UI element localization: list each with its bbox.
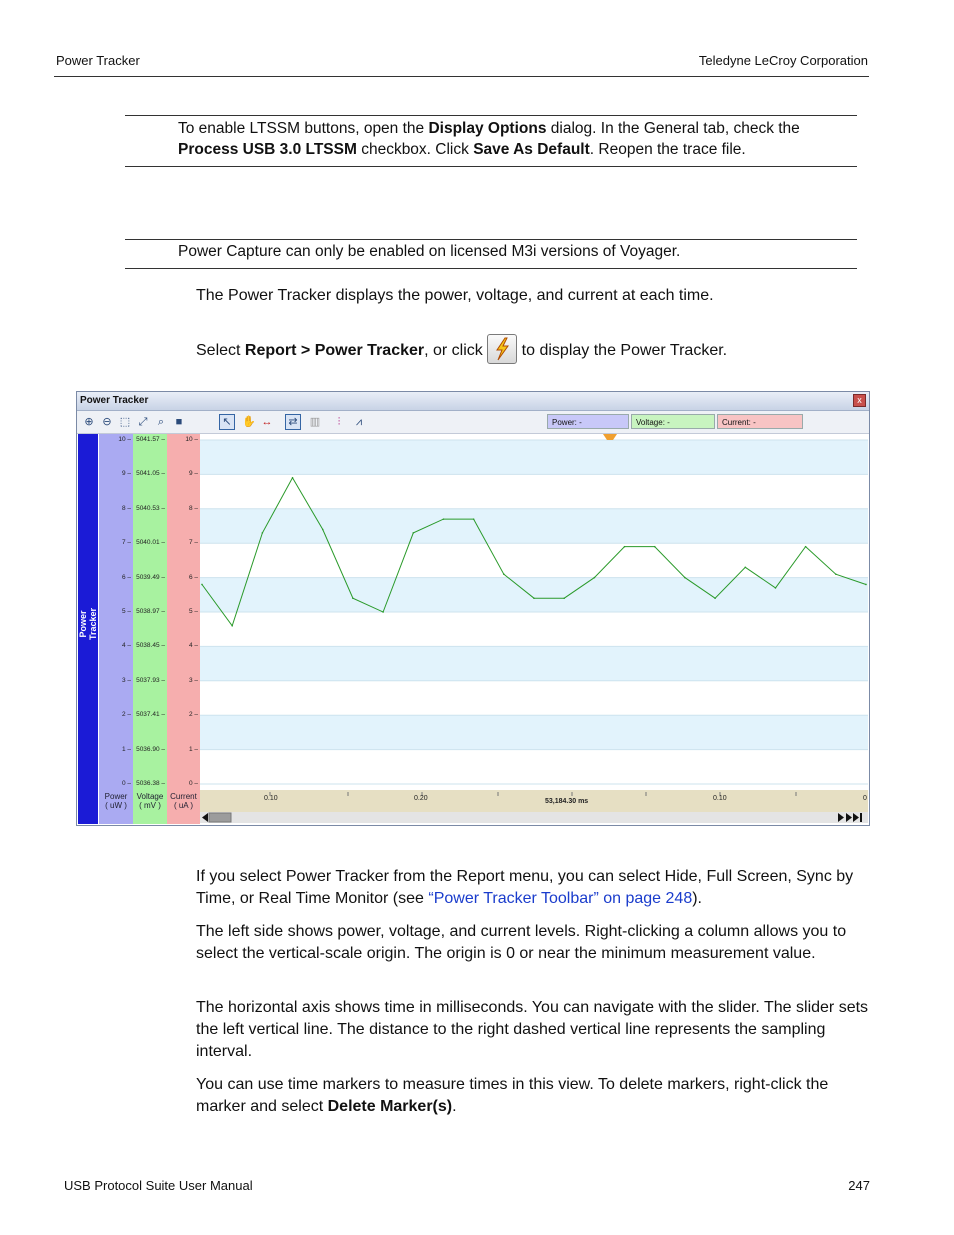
- scroll-thumb: [209, 813, 231, 822]
- intro-text: The Power Tracker displays the power, voltage, and current at each time.: [196, 287, 714, 304]
- voltage-tick: 5039.49 –: [136, 573, 165, 581]
- voltage-readout: Voltage: -: [631, 414, 715, 429]
- power-tick: 4 –: [121, 642, 131, 650]
- toolbar: [77, 411, 869, 434]
- paragraph-time-markers: You can use time markers to measure times in this view. To delete markers, right-click the marker and select Delete Marker(s).: [196, 1076, 829, 1115]
- data-point: [775, 587, 777, 589]
- current-header-label: Current: [170, 792, 197, 801]
- window-titlebar: [77, 392, 869, 411]
- current-readout: Current: -: [717, 414, 803, 429]
- data-point: [594, 577, 596, 579]
- data-point: [352, 597, 354, 599]
- power-tick: 3 –: [121, 676, 131, 684]
- bars-icon[interactable]: ▥: [309, 416, 321, 428]
- voltage-tick: 5040.53 –: [136, 504, 165, 512]
- note1-top-rule: [125, 115, 857, 116]
- current-tick: 2 –: [188, 711, 198, 719]
- data-point: [231, 625, 233, 627]
- power-readout: Power: -: [547, 414, 629, 429]
- data-point: [201, 584, 203, 586]
- header-left: Power Tracker: [56, 53, 140, 68]
- current-header-unit: ( uA ): [173, 801, 194, 810]
- header-right: Teledyne LeCroy Corporation: [698, 53, 868, 68]
- note2-bottom-rule: [125, 268, 857, 269]
- voltage-tick: 5040.01 –: [136, 539, 165, 547]
- footer-left: USB Protocol Suite User Manual: [64, 1178, 253, 1193]
- power-tick: 7 –: [121, 539, 131, 547]
- power-header-label: Power: [104, 792, 128, 801]
- data-point: [503, 573, 505, 575]
- voltage-tick: 5037.41 –: [136, 711, 165, 719]
- voltage-tick: 5041.05 –: [136, 470, 165, 478]
- pointer-icon[interactable]: ↖: [219, 414, 235, 430]
- note-power-capture: Power Capture can only be enabled on licensed M3i versions of Voyager.: [178, 243, 681, 260]
- close-icon[interactable]: x: [853, 394, 866, 407]
- power-tick: 0 –: [121, 780, 131, 787]
- marker-icon[interactable]: ⫶: [337, 416, 341, 428]
- grid-band: [200, 440, 868, 474]
- power-tick: 9 –: [121, 470, 131, 478]
- note-ltssm: To enable LTSSM buttons, open the Display Options dialog. In the General tab, check the Process USB 3.0 LTSSM checkbox. Click Save As Default. Reopen the trace file.: [178, 120, 800, 158]
- voltage-column-header: [133, 792, 167, 810]
- grid-band: [200, 509, 868, 543]
- current-tick: 4 –: [188, 642, 198, 650]
- data-point: [684, 577, 686, 579]
- current-tick: 8 –: [188, 504, 198, 512]
- voltage-header-label: Voltage: [136, 792, 164, 801]
- zoom-fit-icon[interactable]: ⤢: [138, 416, 148, 428]
- time-axis[interactable]: [200, 790, 868, 812]
- time-marker-icon: [603, 434, 617, 440]
- hand-icon[interactable]: ✋: [242, 416, 256, 428]
- data-point: [865, 584, 867, 586]
- zoom-in-icon[interactable]: ⊕: [84, 416, 94, 428]
- window-title: Power Tracker: [80, 395, 149, 406]
- current-tick: 3 –: [188, 676, 198, 684]
- power-tracker-window: [76, 391, 870, 826]
- power-column[interactable]: [99, 434, 133, 824]
- sync-icon[interactable]: ⇄: [285, 414, 301, 430]
- current-tick: 0 –: [188, 780, 198, 787]
- paragraph-horizontal-axis: The horizontal axis shows time in milliseconds. You can navigate with the slider. The slider sets the left vertical line. The distance to the right dashed vertical line represents the sampling interval.: [196, 999, 869, 1060]
- current-tick: 10 –: [185, 436, 198, 443]
- time-scrollbar[interactable]: [200, 812, 868, 823]
- scroll-right-icon: [838, 813, 844, 822]
- time-tick-4: 0: [863, 795, 867, 802]
- power-tick: 5 –: [121, 608, 131, 615]
- data-point: [835, 573, 837, 575]
- paragraph-report-menu: If you select Power Tracker from the Report menu, you can select Hide, Full Screen, Sync by Time, or Real Time Monitor (see “Power Tracker Toolbar” on page 248).: [196, 868, 854, 907]
- data-point: [412, 532, 414, 534]
- note2-top-rule: [125, 239, 857, 240]
- select-instruction: Select Report > Power Tracker, or click to display the Power Tracker.: [196, 334, 872, 364]
- power-tick: 6 –: [121, 573, 131, 581]
- current-tick: 7 –: [188, 539, 198, 547]
- data-point: [533, 597, 535, 599]
- data-point: [714, 597, 716, 599]
- data-point: [382, 611, 384, 613]
- time-tick-2: 0.20: [414, 795, 428, 802]
- chart-icon[interactable]: ⩘: [355, 416, 363, 428]
- data-point: [262, 532, 264, 534]
- time-tick-1: 0.10: [264, 795, 278, 802]
- toolbar-page-link[interactable]: “Power Tracker Toolbar” on page 248: [428, 890, 693, 907]
- data-point: [443, 518, 445, 520]
- current-column[interactable]: [167, 434, 200, 824]
- current-column-header: [167, 792, 200, 810]
- current-tick: 9 –: [188, 470, 198, 478]
- voltage-tick: 5038.97 –: [136, 608, 165, 615]
- voltage-header-unit: ( mV ): [139, 801, 161, 810]
- time-tick-3: 0.10: [713, 795, 727, 802]
- current-tick: 6 –: [188, 573, 198, 581]
- voltage-tick: 5041.57 –: [136, 436, 165, 443]
- paragraph-left-side: The left side shows power, voltage, and current levels. Right-clicking a column allows you to select the vertical-scale origin. The origin is 0 or near the minimum measurement value.: [196, 923, 847, 962]
- note1-bottom-rule: [125, 166, 857, 167]
- grid-band: [200, 715, 868, 749]
- data-point: [322, 529, 324, 531]
- zoom-out-icon[interactable]: ⊖: [102, 416, 112, 428]
- voltage-tick: 5036.38 –: [136, 780, 165, 787]
- power-tick: 10 –: [118, 436, 131, 443]
- data-point: [624, 546, 626, 548]
- data-point: [744, 566, 746, 568]
- power-column-header: [99, 792, 133, 810]
- data-point: [292, 477, 294, 479]
- current-tick: 1 –: [188, 745, 198, 753]
- voltage-tick: 5036.90 –: [136, 745, 165, 753]
- scroll-left-icon: [202, 813, 208, 822]
- sidebar-label: Power Tracker: [78, 607, 98, 641]
- voltage-tick: 5037.93 –: [136, 676, 165, 684]
- header-rule: [54, 76, 869, 77]
- voltage-tick: 5038.45 –: [136, 642, 165, 650]
- data-point: [654, 546, 656, 548]
- measure-icon[interactable]: ↔: [261, 416, 273, 428]
- power-tracker-button-icon[interactable]: [487, 334, 517, 364]
- color-icon[interactable]: ■: [175, 416, 183, 428]
- voltage-column[interactable]: [133, 434, 167, 824]
- zoom-area-icon[interactable]: ⬚: [119, 416, 131, 428]
- power-tick: 8 –: [121, 504, 131, 512]
- power-header-unit: ( uW ): [105, 801, 127, 810]
- data-point: [805, 546, 807, 548]
- sidebar: [78, 434, 98, 824]
- data-point: [563, 597, 565, 599]
- data-point: [473, 518, 475, 520]
- power-tick: 2 –: [121, 711, 131, 719]
- power-tick: 1 –: [121, 745, 131, 753]
- zoom-reset-icon[interactable]: ⌕: [157, 416, 165, 428]
- current-tick: 5 –: [188, 608, 198, 615]
- footer-page-number: 247: [848, 1178, 870, 1193]
- grid-band: [200, 646, 868, 680]
- power-plot[interactable]: [200, 434, 868, 790]
- scroll-end-icon: [846, 813, 859, 822]
- center-time: 53,184.30 ms: [545, 798, 589, 805]
